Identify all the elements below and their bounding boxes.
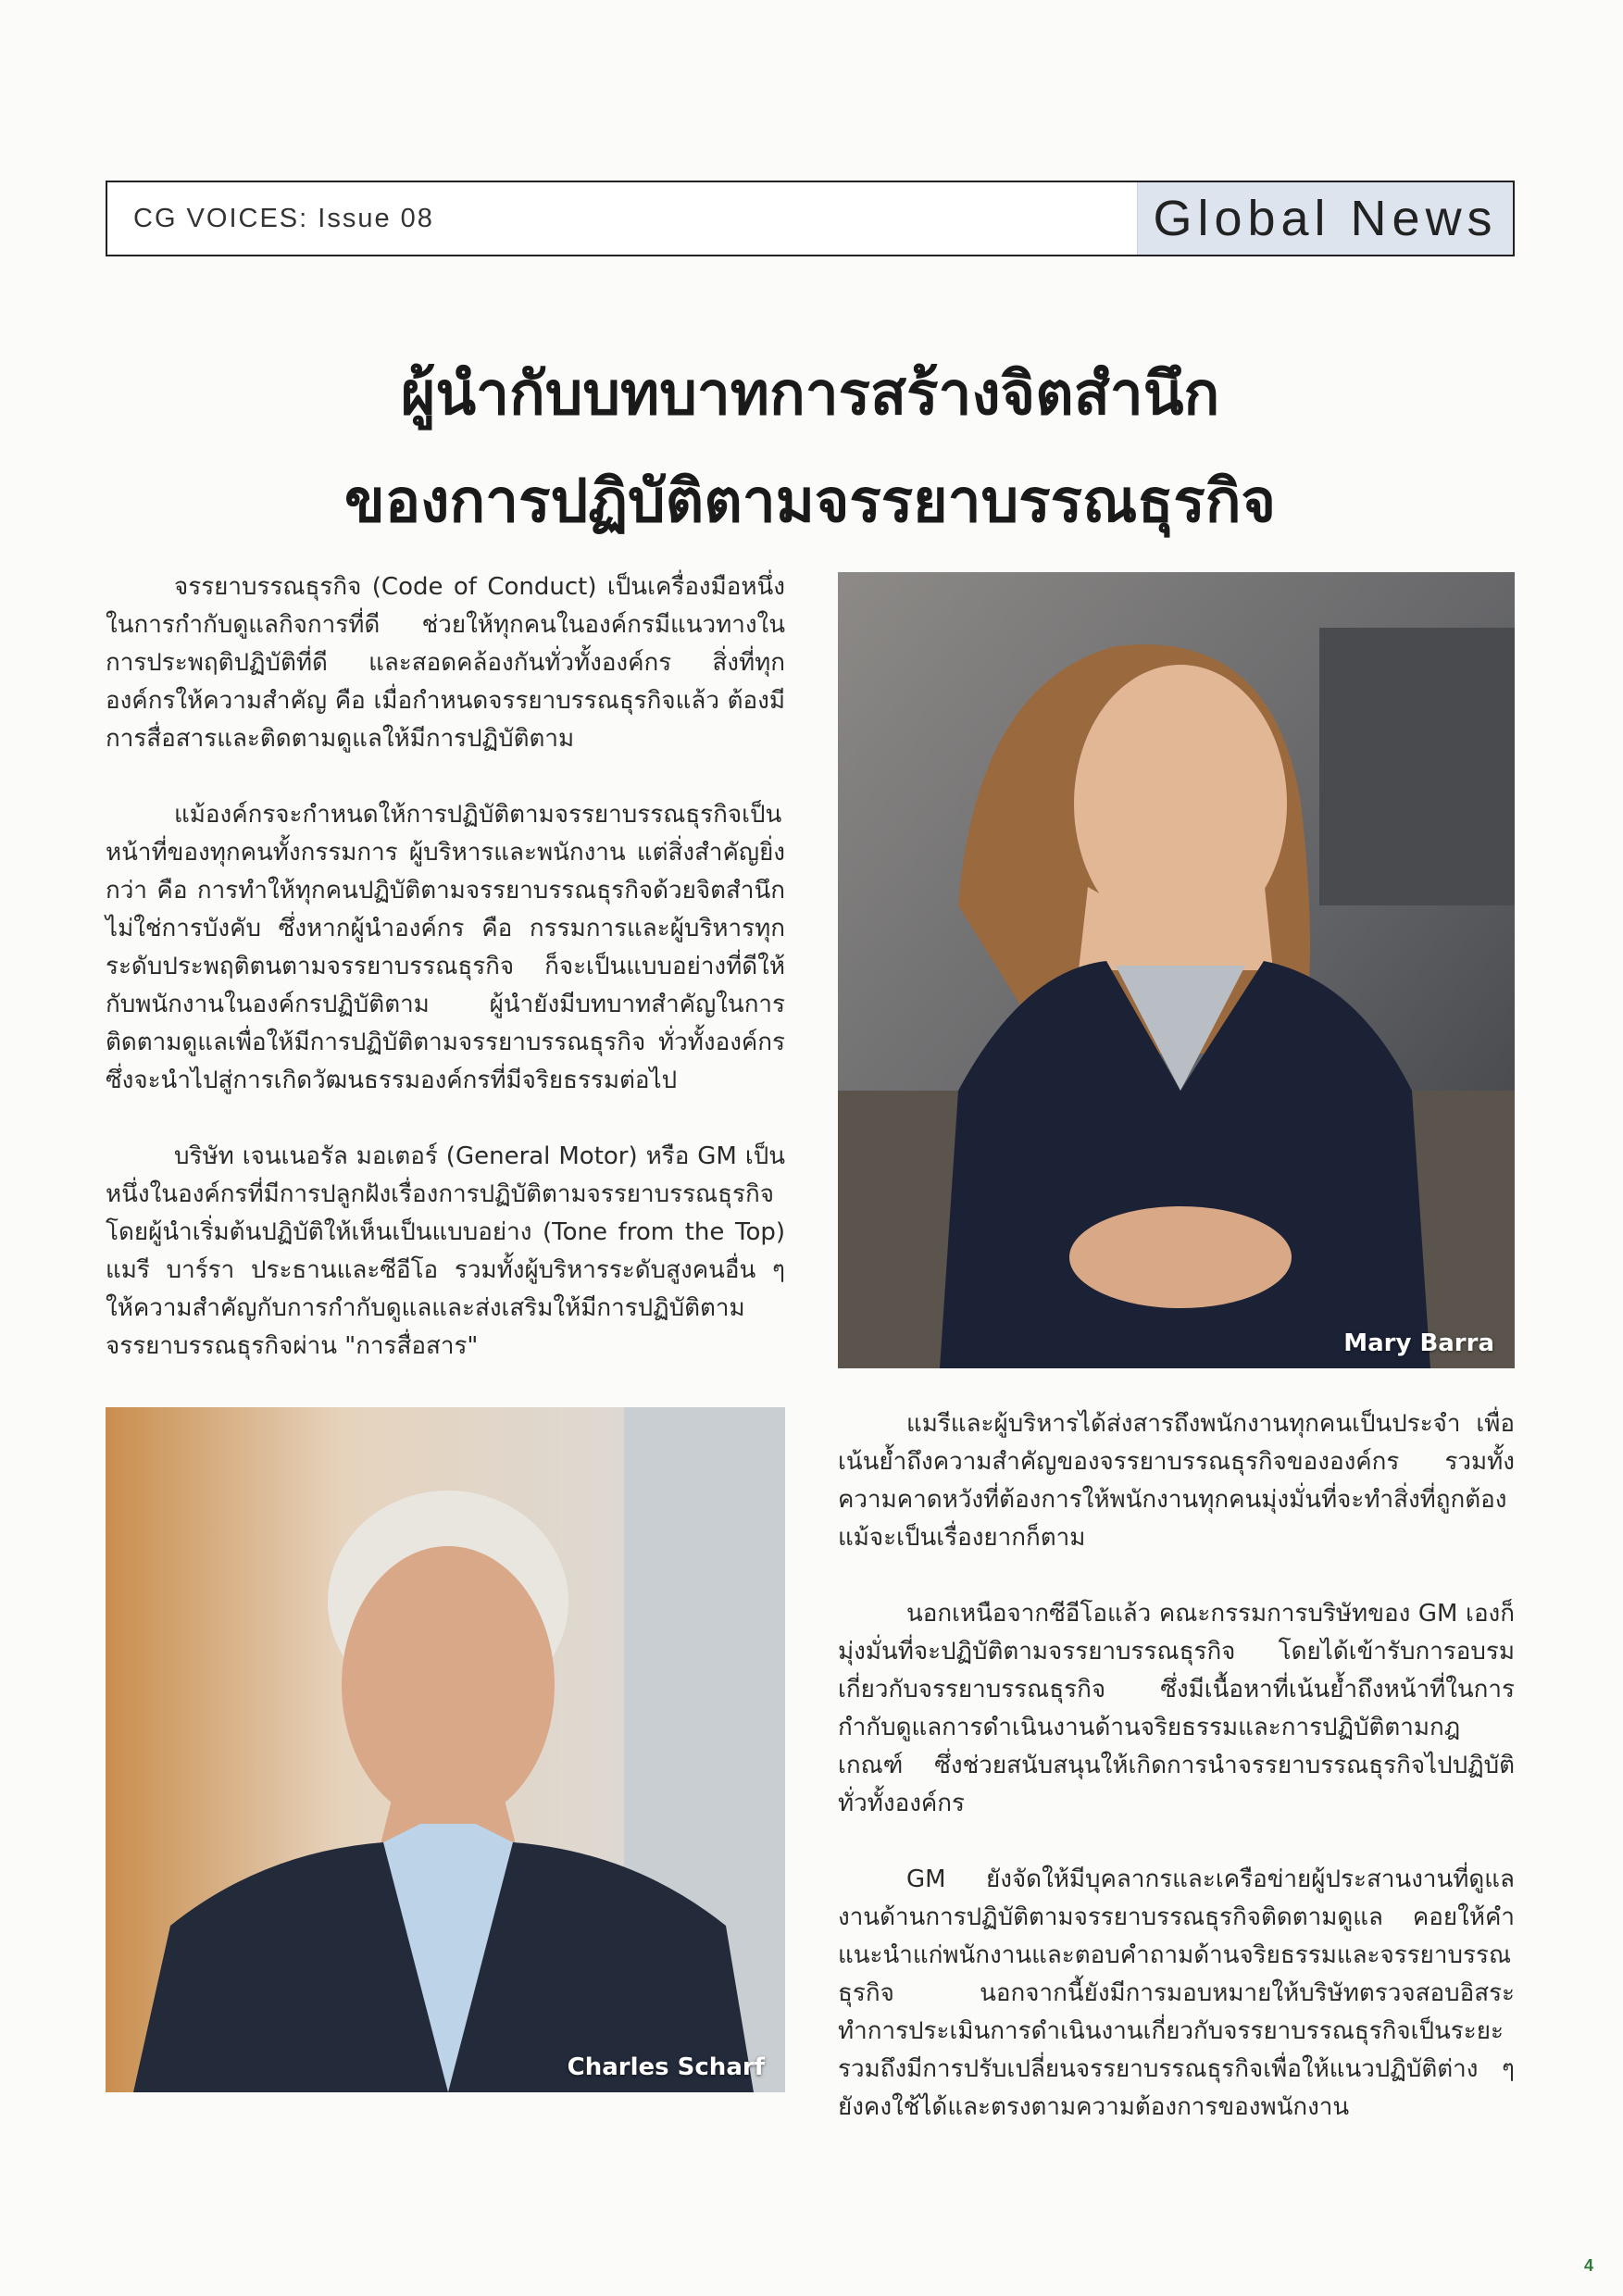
left-paragraph-1: จรรยาบรรณธุรกิจ (Code of Conduct) เป็นเครื่องมือหนึ่งในการกำกับดูแลกิจการที่ดี ช่วยให้ทุกคนในองค์กรมีแนวทางในการประพฤติปฏิบัติที่ดี และสอดคล้องกันทั่วทั้งองค์กร สิ่งที่ทุกองค์กรให้ความสำคัญ คือ เมื่อกำหนดจรรยาบรรณธุรกิจแล้ว ต้องมีการสื่อสารและติดตามดูแลให้มีการปฏิบัติตาม <box>106 573 785 753</box>
left-column <box>106 568 785 1366</box>
mary-barra-photo <box>838 572 1515 1368</box>
section-tag: Global News <box>1137 182 1513 255</box>
portrait-illustration <box>106 1407 785 2092</box>
charles-scharf-photo <box>106 1407 785 2092</box>
left-paragraph-3: บริษัท เจนเนอรัล มอเตอร์ (General Motor) หรือ GM เป็นหนึ่งในองค์กรที่มีการปลูกฝังเรื่องการปฏิบัติตามจรรยาบรรณธุรกิจ โดยผู้นำเริ่มต้นปฏิบัติให้เห็นเป็นแบบอย่าง (Tone from the Top) แมรี บาร์รา ประธานและซีอีโอ รวมทั้งผู้บริหารระดับสูงคนอื่น ๆ ให้ความสำคัญกับการกำกับดูแลและส่งเสริมให้มีการปฏิบัติตามจรรยาบรรณธุรกิจผ่าน "การสื่อสาร" <box>106 1142 785 1360</box>
issue-header-bar <box>106 181 1515 256</box>
page-number: 4 <box>1583 2256 1593 2275</box>
photo-caption: Charles Scharf <box>567 2053 765 2081</box>
article-headline <box>106 341 1515 555</box>
portrait-illustration <box>838 572 1515 1368</box>
right-paragraph-2: นอกเหนือจากซีอีโอแล้ว คณะกรรมการบริษัทของ GM เองก็มุ่งมั่นที่จะปฏิบัติตามจรรยาบรรณธุรกิจ โดยได้เข้ารับการอบรมเกี่ยวกับจรรยาบรรณธุรกิจ ซึ่งมีเนื้อหาที่เน้นย้ำถึงหน้าที่ในการกำกับดูแลการดำเนินงานด้านจริยธรรมและการปฏิบัติตามกฎเกณฑ์ ซึ่งช่วยสนับสนุนให้เกิดการนำจรรยาบรรณธุรกิจไปปฏิบัติทั่วทั้งองค์กร <box>838 1600 1515 1817</box>
issue-label: CG VOICES: Issue 08 <box>133 204 434 233</box>
right-paragraph-1: แมรีและผู้บริหารได้ส่งสารถึงพนักงานทุกคนเป็นประจำ เพื่อเน้นย้ำถึงความสำคัญของจรรยาบรรณธุรกิจขององค์กร รวมทั้งความคาดหวังที่ต้องการให้พนักงานทุกคนมุ่งมั่นที่จะทำสิ่งที่ถูกต้อง แม้จะเป็นเรื่องยากก็ตาม <box>838 1410 1515 1552</box>
right-paragraph-3: GM ยังจัดให้มีบุคลากรและเครือข่ายผู้ประสานงานที่ดูแลงานด้านการปฏิบัติตามจรรยาบรรณธุรกิจติดตามดูแล คอยให้คำแนะนำแก่พนักงานและตอบคำถามด้านจริยธรรมและจรรยาบรรณธุรกิจ นอกจากนี้ยังมีการมอบหมายให้บริษัทตรวจสอบอิสระ ทำการประเมินการดำเนินงานเกี่ยวกับจรรยาบรรณธุรกิจเป็นระยะ รวมถึงมีการปรับเปลี่ยนจรรยาบรรณธุรกิจเพื่อให้แนวปฏิบัติต่าง ๆ ยังคงใช้ได้และตรงตามความต้องการของพนักงาน <box>838 1866 1515 2121</box>
headline-line-1: ผู้นำกับบทบาทการสร้างจิตสำนึก <box>400 360 1220 429</box>
left-paragraph-2: แม้องค์กรจะกำหนดให้การปฏิบัติตามจรรยาบรรณธุรกิจเป็นหน้าที่ของทุกคนทั้งกรรมการ ผู้บริหารและพนักงาน แต่สิ่งสำคัญยิ่งกว่า คือ การทำให้ทุกคนปฏิบัติตามจรรยาบรรณธุรกิจด้วยจิตสำนึก ไม่ใช่การบังคับ ซึ่งหากผู้นำองค์กร คือ กรรมการและผู้บริหารทุกระดับประพฤติตนตามจรรยาบรรณธุรกิจ ก็จะเป็นแบบอย่างที่ดีให้กับพนักงานในองค์กรปฏิบัติตาม ผู้นำยังมีบทบาทสำคัญในการติดตามดูแลเพื่อให้มีการปฏิบัติตามจรรยาบรรณธุรกิจ ทั่วทั้งองค์กร ซึ่งจะนำไปสู่การเกิดวัฒนธรรมองค์กรที่มีจริยธรรมต่อไป <box>106 801 785 1094</box>
headline-line-2: ของการปฏิบัติตามจรรยาบรรณธุรกิจ <box>343 468 1277 536</box>
right-column <box>838 1405 1515 2127</box>
photo-caption: Mary Barra <box>1343 1329 1494 1357</box>
